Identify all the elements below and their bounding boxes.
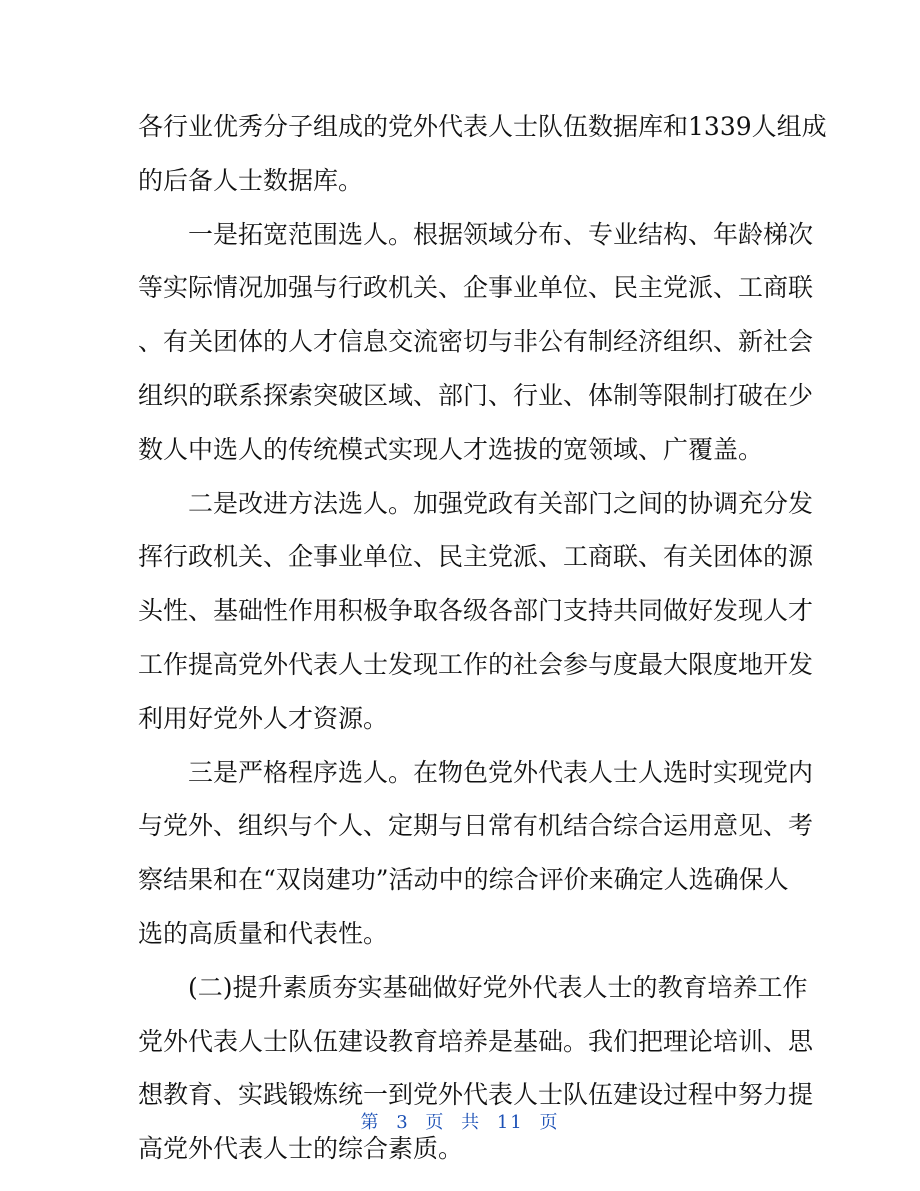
text-line: 数人中选人的传统模式实现人才选拔的宽领域、广覆盖。 bbox=[138, 434, 764, 464]
text-line: 选的高质量和代表性。 bbox=[138, 918, 389, 948]
text-line: 各行业优秀分子组成的党外代表人士队伍数据库和1339人组成 bbox=[138, 112, 827, 141]
text-line: 利用好党外人才资源。 bbox=[138, 703, 389, 733]
section-heading-line: (二)提升素质夯实基础做好党外代表人士的教育培养工作 bbox=[188, 972, 808, 1002]
text-line: 党外代表人士队伍建设教育培养是基础。我们把理论培训、思 bbox=[138, 1026, 814, 1056]
text-line: 想教育、实践锻炼统一到党外代表人士队伍建设过程中努力提 bbox=[138, 1080, 814, 1110]
page-number-label: 第 3 页 共 11 页 bbox=[360, 1112, 560, 1133]
paragraph-start-line: 一是拓宽范围选人。根据领域分布、专业结构、年龄梯次 bbox=[188, 219, 814, 249]
text-line: 工作提高党外代表人士发现工作的社会参与度最大限度地开发 bbox=[138, 649, 814, 679]
paragraph-start-line: 三是严格程序选人。在物色党外代表人士人选时实现党内 bbox=[188, 757, 814, 787]
text-line: 、有关团体的人才信息交流密切与非公有制经济组织、新社会 bbox=[138, 327, 814, 357]
paragraph-start-line: 二是改进方法选人。加强党政有关部门之间的协调充分发 bbox=[188, 488, 814, 518]
text-line: 与党外、组织与个人、定期与日常有机结合综合运用意见、考 bbox=[138, 811, 814, 841]
text-line: 察结果和在“双岗建功”活动中的综合评价来确定人选确保人 bbox=[138, 865, 789, 895]
text-line: 高党外代表人士的综合素质。 bbox=[138, 1134, 464, 1164]
text-line: 组织的联系探索突破区域、部门、行业、体制等限制打破在少 bbox=[138, 380, 814, 410]
text-line: 头性、基础性作用积极争取各级各部门支持共同做好发现人才 bbox=[138, 596, 814, 626]
text-line: 挥行政机关、企事业单位、民主党派、工商联、有关团体的源 bbox=[138, 542, 814, 572]
page-footer bbox=[0, 1108, 920, 1134]
text-line: 等实际情况加强与行政机关、企事业单位、民主党派、工商联 bbox=[138, 273, 814, 303]
text-line: 的后备人士数据库。 bbox=[138, 165, 364, 195]
document-body bbox=[138, 100, 827, 1176]
